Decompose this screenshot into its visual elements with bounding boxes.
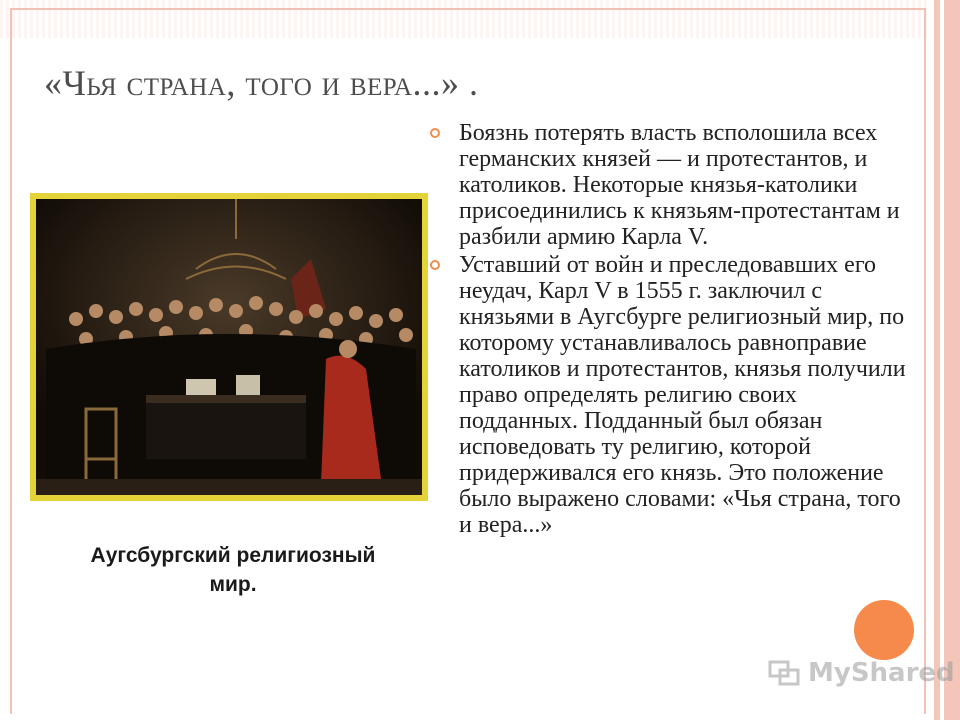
bullet-ring-icon (430, 128, 440, 138)
bullet-ring-icon (430, 260, 440, 270)
image-caption: Аугсбургский религиозный мир. (90, 544, 376, 596)
right-decorative-border (930, 0, 960, 720)
myshared-watermark[interactable] (768, 656, 955, 690)
bullet-item (430, 120, 910, 250)
bullet-list (430, 120, 910, 540)
watermark-text: MyShared (808, 658, 955, 688)
decorative-orange-circle (854, 600, 914, 660)
slide-title: «Чья страна, того и вера...» . (44, 63, 479, 103)
bullet-item (430, 252, 910, 538)
painting-image (30, 193, 428, 501)
bullet-text: Уставший от войн и преследовавших его неудач, Карл V в 1555 г. заключил с князьями в Аугсбурге религиозный мир, по которому устанавливалось равноправие католиков и протестантов, князья получили право определять религию своих подданных. Подданный был обязан исповедовать ту религию, которой придерживался его князь. Это положение было выражено словами: «Чья страна, того и вера...» (459, 252, 906, 538)
painting-illustration (36, 199, 422, 495)
bullet-text: Боязнь потерять власть всполошила всех германских князей — и протестантов, и католиков. Некоторые князья-католики присоединились к князьям-протестантам и разбили армию Карла V. (459, 120, 900, 250)
myshared-logo-icon (768, 658, 802, 688)
